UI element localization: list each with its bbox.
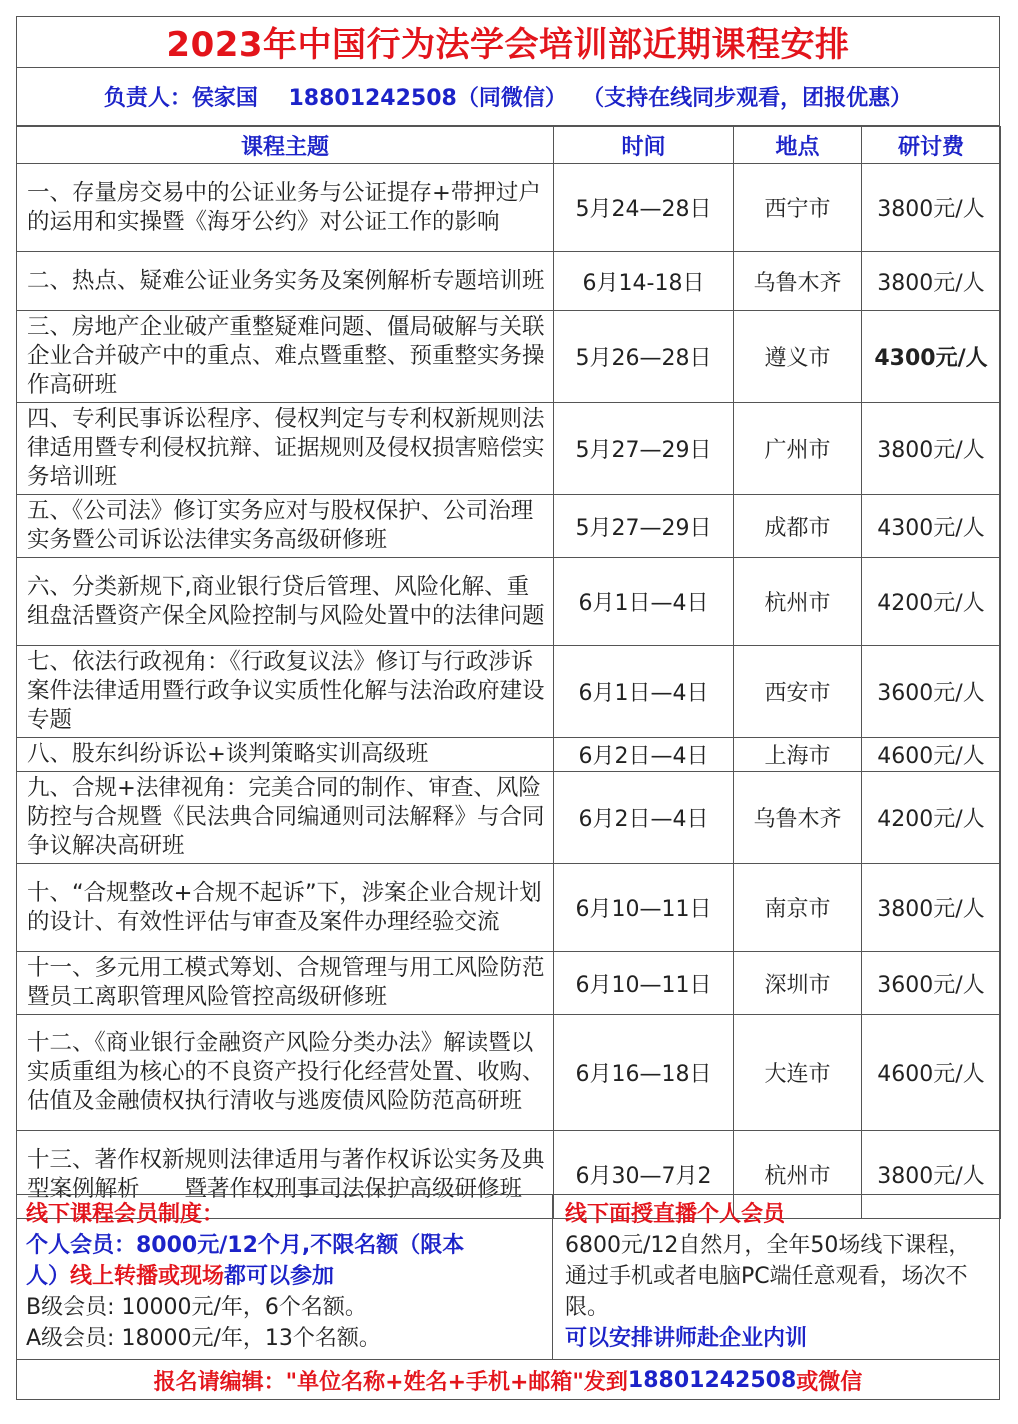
signup-phone: 18801242508 — [627, 1367, 797, 1393]
table-row — [17, 772, 1001, 864]
course-fee: 4300元/人 — [862, 311, 1001, 403]
course-topic: 八、股东纠纷诉讼+谈判策略实训高级班 — [17, 738, 554, 772]
table-row — [17, 738, 1001, 772]
course-time: 6月16—18日 — [554, 1015, 734, 1131]
course-place: 深圳市 — [734, 952, 862, 1015]
live-membership-panel — [553, 1195, 1000, 1359]
course-topic: 六、分类新规下,商业银行贷后管理、风险化解、重组盘活暨资产保全风险控制与风险处置中的法律问题 — [17, 558, 554, 646]
course-place: 杭州市 — [734, 1131, 862, 1219]
course-time: 6月10—11日 — [554, 864, 734, 952]
course-place: 上海市 — [734, 738, 862, 772]
course-place: 乌鲁木齐 — [734, 252, 862, 311]
course-topic: 三、房地产企业破产重整疑难问题、僵局破解与关联企业合并破产中的重点、难点暨重整、预重整实务操作高研班 — [17, 311, 554, 403]
course-fee: 3800元/人 — [862, 1131, 1001, 1219]
course-time: 6月1日—4日 — [554, 558, 734, 646]
course-topic: 五、《公司法》修订实务应对与股权保护、公司治理实务暨公司诉讼法律实务高级研修班 — [17, 495, 554, 558]
course-fee: 4600元/人 — [862, 738, 1001, 772]
signup-wechat: 或微信 — [796, 1369, 863, 1395]
live-membership-body: 6800元/12自然月，全年50场线下课程，通过手机或者电脑PC端任意观看，场次不限。 — [565, 1233, 971, 1320]
table-row — [17, 252, 1001, 311]
online-or-onsite: 线上转播或现场 — [70, 1264, 225, 1289]
course-place: 南京市 — [734, 864, 862, 952]
signup-text: 报名请编辑："单位名称+姓名+手机+邮箱"发到 — [153, 1369, 628, 1395]
header-topic: 课程主题 — [17, 127, 554, 164]
course-place: 大连市 — [734, 1015, 862, 1131]
course-time: 5月27—29日 — [554, 495, 734, 558]
a-level-membership: A级会员: 18000元/年，13个名额。 — [26, 1326, 381, 1351]
page-title: 2023年中国行为法学会培训部近期课程安排 — [16, 16, 1000, 68]
course-fee: 3600元/人 — [862, 952, 1001, 1015]
course-place: 广州市 — [734, 403, 862, 495]
course-place: 西安市 — [734, 646, 862, 738]
course-table — [16, 126, 1001, 1219]
course-fee: 3800元/人 — [862, 403, 1001, 495]
contact-line: 负责人：侯家国 18801242508（同微信） （支持在线同步观看，团报优惠） — [16, 68, 1000, 126]
table-row — [17, 403, 1001, 495]
course-place: 乌鲁木齐 — [734, 772, 862, 864]
course-fee: 3800元/人 — [862, 164, 1001, 252]
course-topic: 十三、著作权新规则法律适用与著作权诉讼实务及典型案例解析 暨著作权刑事司法保护高级研修班 — [17, 1131, 554, 1219]
course-time: 6月14-18日 — [554, 252, 734, 311]
membership-section — [16, 1194, 1000, 1359]
course-place: 杭州市 — [734, 558, 862, 646]
table-header-row — [17, 127, 1001, 164]
course-place: 西宁市 — [734, 164, 862, 252]
course-topic: 十二、《商业银行金融资产风险分类办法》解读暨以实质重组为核心的不良资产投行化经营处置、收购、估值及金融债权执行清收与逃废债风险防范高研班 — [17, 1015, 554, 1131]
table-row — [17, 864, 1001, 952]
header-place: 地点 — [734, 127, 862, 164]
offline-membership-heading: 线下课程会员制度： — [26, 1202, 225, 1227]
table-row — [17, 558, 1001, 646]
table-row — [17, 1015, 1001, 1131]
course-fee: 3600元/人 — [862, 646, 1001, 738]
table-row — [17, 646, 1001, 738]
signup-instructions — [16, 1359, 1000, 1400]
corporate-training-note: 可以安排讲师赴企业内训 — [565, 1326, 808, 1351]
course-topic: 十一、多元用工模式筹划、合规管理与用工风险防范暨员工离职管理风险管控高级研修班 — [17, 952, 554, 1015]
course-fee: 4200元/人 — [862, 772, 1001, 864]
course-fee: 4200元/人 — [862, 558, 1001, 646]
course-topic: 四、专利民事诉讼程序、侵权判定与专利权新规则法律适用暨专利侵权抗辩、证据规则及侵权损害赔偿实务培训班 — [17, 403, 554, 495]
offline-membership-panel — [16, 1195, 553, 1359]
course-topic: 一、存量房交易中的公证业务与公证提存+带押过户的运用和实操暨《海牙公约》对公证工作的影响 — [17, 164, 554, 252]
personal-membership-line — [26, 1230, 544, 1261]
course-time: 5月24—28日 — [554, 164, 734, 252]
course-time: 6月10—11日 — [554, 952, 734, 1015]
course-place: 遵义市 — [734, 311, 862, 403]
b-level-membership: B级会员: 10000元/年，6个名额。 — [26, 1295, 367, 1320]
course-topic: 二、热点、疑难公证业务实务及案例解析专题培训班 — [17, 252, 554, 311]
table-row — [17, 164, 1001, 252]
course-time: 6月2日—4日 — [554, 772, 734, 864]
course-time: 5月26—28日 — [554, 311, 734, 403]
personal-membership-line-2: 人）线上转播或现场都可以参加 — [26, 1264, 335, 1289]
live-membership-heading: 线下面授直播个人会员 — [565, 1202, 786, 1227]
course-topic: 九、合规+法律视角：完美合同的制作、审查、风险防控与合规暨《民法典合同编通则司法解释》与合同争议解决高研班 — [17, 772, 554, 864]
course-fee: 3800元/人 — [862, 864, 1001, 952]
course-topic: 十、“合规整改+合规不起诉”下，涉案企业合规计划的设计、有效性评估与审查及案件办理经验交流 — [17, 864, 554, 952]
table-row — [17, 311, 1001, 403]
table-row — [17, 952, 1001, 1015]
course-fee: 3800元/人 — [862, 252, 1001, 311]
course-time: 6月2日—4日 — [554, 738, 734, 772]
course-time: 5月27—29日 — [554, 403, 734, 495]
course-time: 6月30—7月2 — [554, 1131, 734, 1219]
course-fee: 4300元/人 — [862, 495, 1001, 558]
personal-membership-price: 个人会员：8000元/12个月,不限名额（限本 — [26, 1233, 465, 1258]
table-row — [17, 495, 1001, 558]
course-topic: 七、依法行政视角：《行政复议法》修订与行政涉诉案件法律适用暨行政争议实质性化解与法治政府建设专题 — [17, 646, 554, 738]
header-fee: 研讨费 — [862, 127, 1001, 164]
course-fee: 4600元/人 — [862, 1015, 1001, 1131]
header-time: 时间 — [554, 127, 734, 164]
course-place: 成都市 — [734, 495, 862, 558]
course-time: 6月1日—4日 — [554, 646, 734, 738]
